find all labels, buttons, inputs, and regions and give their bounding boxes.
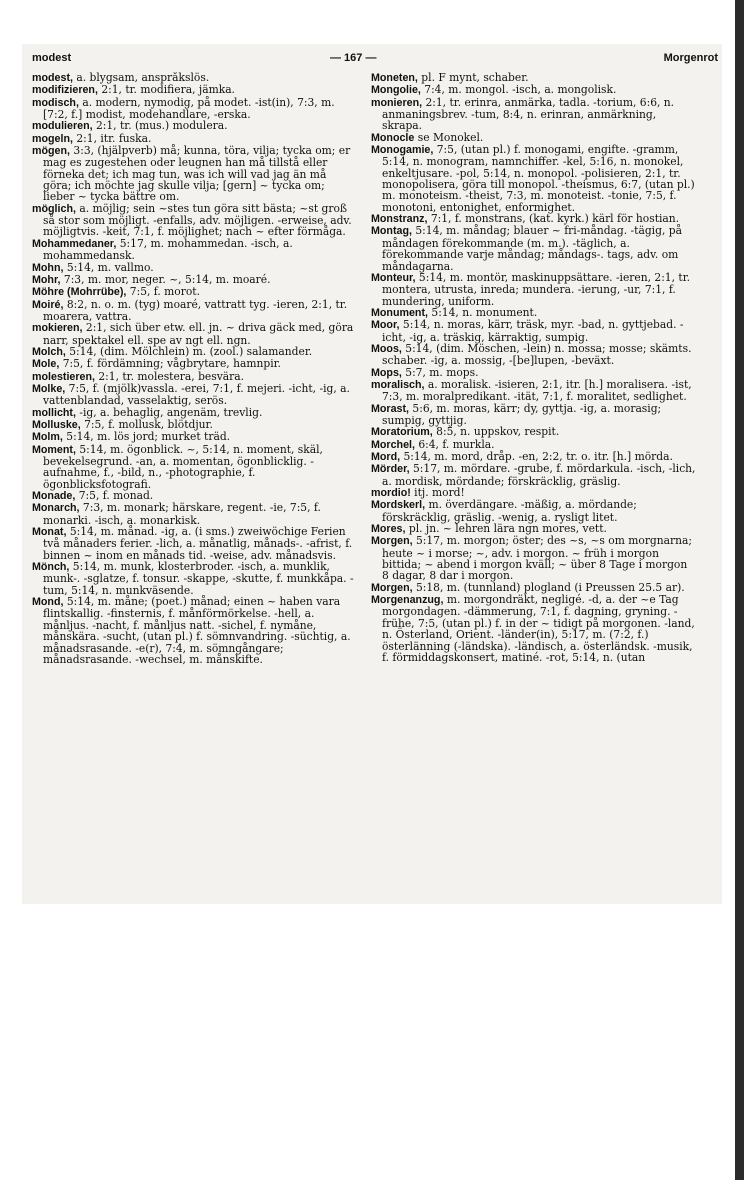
entry-definition: -ig, a. behaglig, angenäm, trevlig. [75,405,263,419]
dictionary-entry [32,299,357,323]
entry-headword: Monat, [32,526,67,539]
entry-definition: 5:14, m. månad. -ig, a. (i sms.) zweiwöchige Ferien två månaders ferier. -lich, a. månatlig, månads-. -afrist, f. binnen ~ inom en månads tid. -weise, adv. månadsvis. [43,525,353,562]
entry-headword: Moment, [32,443,76,456]
dictionary-entry [371,319,696,343]
entry-definition: 5:7, m. mops. [401,365,479,379]
dictionary-entry [32,203,357,238]
entry-headword: Morgen, [371,581,413,594]
entry-headword: mordio! [371,487,411,500]
entry-headword: Molm, [32,431,63,444]
dictionary-entry [371,144,696,213]
entry-definition: 7:5, f. (mjölk)vassla. -erei, 7:1, f. mejeri. -icht, -ig, a. vattenblandad, vasselaktig, serös. [43,381,350,408]
dictionary-entry [32,502,357,526]
entry-headword: modest, [32,72,73,84]
right-column [371,72,696,890]
dictionary-entry [32,322,357,346]
entry-definition: 5:14, m. måne; (poet.) månad; einen ~ haben vara flintskallig. -finsternis, f. månförmörkelse. -hell, a. månljus. -nacht, f. månljus natt. -sichel, f. nymåne, månskära. -sucht, (utan pl.) f. sömnvandring. -süchtig, a. månadsrasande. -e(r), 7:4, m. sömngångare; månadsrasande. -wechsel, m. månskifte. [43,595,351,666]
header-left-guideword: modest [32,52,72,64]
dictionary-entry [32,444,357,490]
entry-definition: pl. jn. ~ lehren lära ngn mores, vett. [405,522,607,536]
entry-headword: Mops, [371,366,402,379]
entry-headword: Mohn, [32,261,64,274]
entry-headword: Mores, [371,523,406,536]
entry-headword: Moor, [371,319,400,332]
entry-definition: m. överdängare. -mäßig, a. mördande; förskräcklig, gräslig. -wenig, a. rysligt litet. [382,498,637,524]
dictionary-entry [371,97,696,132]
entry-definition: 7:5, f. monad. [75,489,154,503]
entry-definition: 5:14, (dim. Möschen, -lein) n. mossa; mosse; skämts. schaber. -ig, a. mossig, -[be]lupen, -beväxt. [382,341,692,368]
entry-headword: modifizieren, [32,84,98,97]
dictionary-entry [32,383,357,407]
dictionary-entry [371,499,696,523]
entry-headword: Moratorium, [371,426,433,439]
entry-definition: 3:3, (hjälpverb) må; kunna, töra, vilja; tycka om; er mag es zugestehen oder leugnen han må tillstå eller förneka det; ich mag tun, was ich will vad jag än må göra; ich möchte jag skulle vilja; [gern] ~ tycka om; lieber ~ tycka bättre om. [43,144,351,204]
entry-headword: mokieren, [32,322,83,335]
entry-definition: 5:14, m. mord, dråp. -en, 2:2, tr. o. itr. [h.] mörda. [400,450,673,463]
entry-headword: Mond, [32,596,64,609]
entry-definition: 2:1, sich über etw. ell. jn. ~ driva gäck med, göra narr, spektakel ell. spe av ngt ell. ngn. [43,321,354,347]
entry-headword: möglich, [32,202,76,215]
dictionary-entry [32,238,357,262]
dictionary-entry [371,272,696,307]
entry-headword: mollicht, [32,406,76,419]
entry-headword: monieren, [371,96,423,109]
entry-definition: 5:17, m. mohammedan. -isch, a. mohammedansk. [43,236,293,263]
entry-definition: 5:18, m. (tunnland) plogland (i Preussen 25.5 ar). [412,580,685,594]
entry-headword: Monogamie, [371,144,434,157]
entry-definition: 5:17, m. morgon; öster; des ~s, ~s om morgnarna; heute ~ i morse; ~, adv. i morgon. ~ früh i morgon bittida; ~ abend i morgon kväll; ~ über 8 Tage i morgon 8 dagar, 8 dar i morgon. [382,534,692,583]
entry-headword: Molluske, [32,418,81,431]
entry-headword: molestieren, [32,370,95,383]
entry-definition: 5:14, n. monument. [428,305,538,319]
left-column [32,72,357,890]
entry-headword: Mörder, [371,463,410,476]
entry-headword: Monteur, [371,271,416,284]
entry-headword: Monade, [32,490,76,503]
scan-edge [735,0,744,1180]
entry-definition: a. blygsam, anspråkslös. [72,72,210,84]
entry-definition: 6:4, f. murkla. [414,437,495,451]
dictionary-entry [371,594,696,663]
entry-definition: 5:17, m. mördare. -grube, f. mördarkula. -isch, -lich, a. mordisk, mördande; förskräcklig, gräslig. [382,462,696,488]
entry-definition: itj. mord! [410,486,465,500]
entry-headword: Moiré, [32,298,64,311]
entry-definition: a. modern, nymodig, på modet. -ist(in), 7:3, m. [7:2, f.] modist, modehandlare, -erska. [43,95,335,122]
dictionary-entry [371,379,696,403]
entry-headword: Morchel, [371,438,415,451]
entry-definition: 5:14, m. munk, klosterbroder. -isch, a. munklik, munk-. -sglatze, f. tonsur. -skappe, -skutte, f. munkkåpa. -tum, 5:14, n. munkväsende. [43,560,354,597]
entry-definition: 8:2, n. o. m. (tyg) moaré, vattratt tyg. -ieren, 2:1, tr. moarera, vattra. [43,297,348,323]
entry-definition: 8:5, n. uppskov, respit. [432,425,560,439]
entry-headword: Monocle [371,131,415,144]
dictionary-entry [32,526,357,561]
page-number: — 167 — [330,52,377,64]
entry-definition: a. möjlig; sein ~stes tun göra sitt bästa; ~st groß så stor som möjligt. -enfalls, adv. möjligen. -erweise, adv. möjligtvis. -keit, 7:1, f. möjlighet; nach ~ efter förmåga. [43,201,352,239]
entry-headword: modisch, [32,96,79,109]
dictionary-entry [32,596,357,665]
page-header [32,52,718,68]
entry-definition: 5:14, m. ögonblick. ~, 5:14, n. moment, skäl, bevekelsegrund. -an, a. momentan, ögonblicklig. -aufnahme, f., -bild, n., -photographie, f. ögonblicksfotografi. [43,442,323,491]
dictionary-entry [371,403,696,427]
entry-definition: pl. F mynt, schaber. [417,72,529,84]
entry-definition: 5:14, n. moras, kärr, träsk, myr. -bad, n. gyttjebad. -icht, -ig, a. träskig, kärraktig, sumpig. [382,318,684,344]
entry-headword: Mord, [371,451,401,463]
entry-headword: Monument, [371,306,428,319]
entry-headword: Möhre (Mohrrübe), [32,286,127,299]
entry-definition: 5:14, (dim. Mölchlein) m. (zool.) salamander. [65,344,313,358]
entry-definition: 5:14, m. lös jord; murket träd. [62,430,231,444]
entry-headword: modulieren, [32,120,93,133]
entry-headword: Morgenanzug, [371,594,444,607]
entry-definition: 5:14, m. vallmo. [63,260,154,274]
entry-headword: mögen, [32,145,71,158]
entry-headword: Monstranz, [371,213,428,226]
entry-definition: 7:5, f. fördämning; vågbrytare, hamnpir. [59,357,281,371]
entry-definition: se Monokel. [414,130,484,144]
dictionary-entry [371,463,696,487]
entry-definition: 2:1, tr. erinra, anmärka, tadla. -torium, 6:6, n. anmaningsbrev. -tum, 8:4, n. erinran, anmärkning, skrapa. [382,95,675,133]
entry-definition: 7:5, (utan pl.) f. monogami, engifte. -gramm, 5:14, n. monogram, namnchiffer. -kel, 5:16, n. monokel, enkeltjusare. -pol, 5:14, n. monopol. -polisieren, 2:1, tr. monopolisera, göra till monopol. -theismus, 6:7, (utan pl.) m. monoteism. -theist, 7:3, m. monoteist. -tonie, 7:5, f. monotoni, entonighet, enformighet. [382,143,695,214]
entry-definition: 7:3, m. monark; härskare, regent. -ie, 7:5, f. monarki. -isch, a. monarkisk. [43,501,321,527]
dictionary-entry [32,97,357,121]
entry-headword: Mole, [32,358,60,371]
entry-headword: Mongolie, [371,84,421,97]
entry-definition: 5:6, m. moras, kärr; dy, gyttja. -ig, a. morasig; sumpig, gyttjig. [382,401,662,427]
dictionary-entry [371,343,696,367]
entry-definition: 5:14, m. måndag; blauer ~ fri-måndag. -tägig, på måndagen förekommande (m. m.). -täglich, a. förekommande varje måndag; måndags-. tags, adv. om måndagarna. [382,224,682,273]
entry-headword: Mönch, [32,561,70,574]
entry-definition: 5:14, m. montör, maskinuppsättare. -ieren, 2:1, tr. montera, utrusta, inreda; mundera. -ierung, -ur, 7:1, f. mundering, uniform. [382,270,691,308]
entry-definition: a. moralisk. -isieren, 2:1, itr. [h.] moralisera. -ist, 7:3, m. moralpredikant. -ität, 7:1, f. moralitet, sedlighet. [382,377,692,404]
header-right-guideword: Morgenrot [663,52,718,64]
entry-definition: 7:3, m. mor, neger. ~, 5:14, m. moaré. [60,272,271,286]
entry-definition: 2:1, tr. molestera, besvära. [94,369,245,383]
entry-definition: 2:1, itr. fuska. [72,131,152,145]
entry-headword: Moos, [371,342,402,355]
entry-definition: 7:1, f. monstrans, (kat. kyrk.) kärl för hostian. [427,212,680,226]
entry-headword: Mohammedaner, [32,237,117,250]
entry-headword: Mordskerl, [371,499,426,512]
entry-headword: Molke, [32,382,66,395]
dictionary-entry [371,535,696,581]
entry-definition: 7:5, f. morot. [126,285,200,299]
entry-definition: m. morgondräkt, negligé. -d, a. der ~e Tag morgondagen. -dämmerung, 7:1, f. dagning, gryning. -frühe, 7:5, (utan pl.) f. in der ~ tidigt på morgonen. -land, n. Österland, Orient. -länder(in), 5:17, m. (7:2, f.) österlänning (-ländska). -ländisch, a. österländsk. -musik, f. förmiddagskonsert, matiné. -rot, 5:14, n. (utan [382,593,695,664]
dictionary-entry [32,145,357,203]
entry-definition: 7:5, f. mollusk, blötdjur. [80,417,213,431]
entry-headword: Morast, [371,402,410,415]
entry-headword: Monarch, [32,502,80,515]
entry-headword: Moneten, [371,72,418,84]
entry-definition: 2:1, tr. (mus.) modulera. [92,119,228,133]
dictionary-entry [32,561,357,596]
entry-headword: Molch, [32,345,66,358]
entry-definition: 2:1, tr. modifiera, jämka. [97,83,235,97]
dictionary-entry [371,225,696,271]
entry-headword: moralisch, [371,378,425,391]
entry-headword: Montag, [371,225,412,238]
entry-headword: Morgen, [371,535,413,548]
entry-headword: mogeln, [32,132,73,145]
entry-headword: Mohr, [32,273,61,286]
entry-definition: 7:4, m. mongol. -isch, a. mongolisk. [420,83,617,97]
